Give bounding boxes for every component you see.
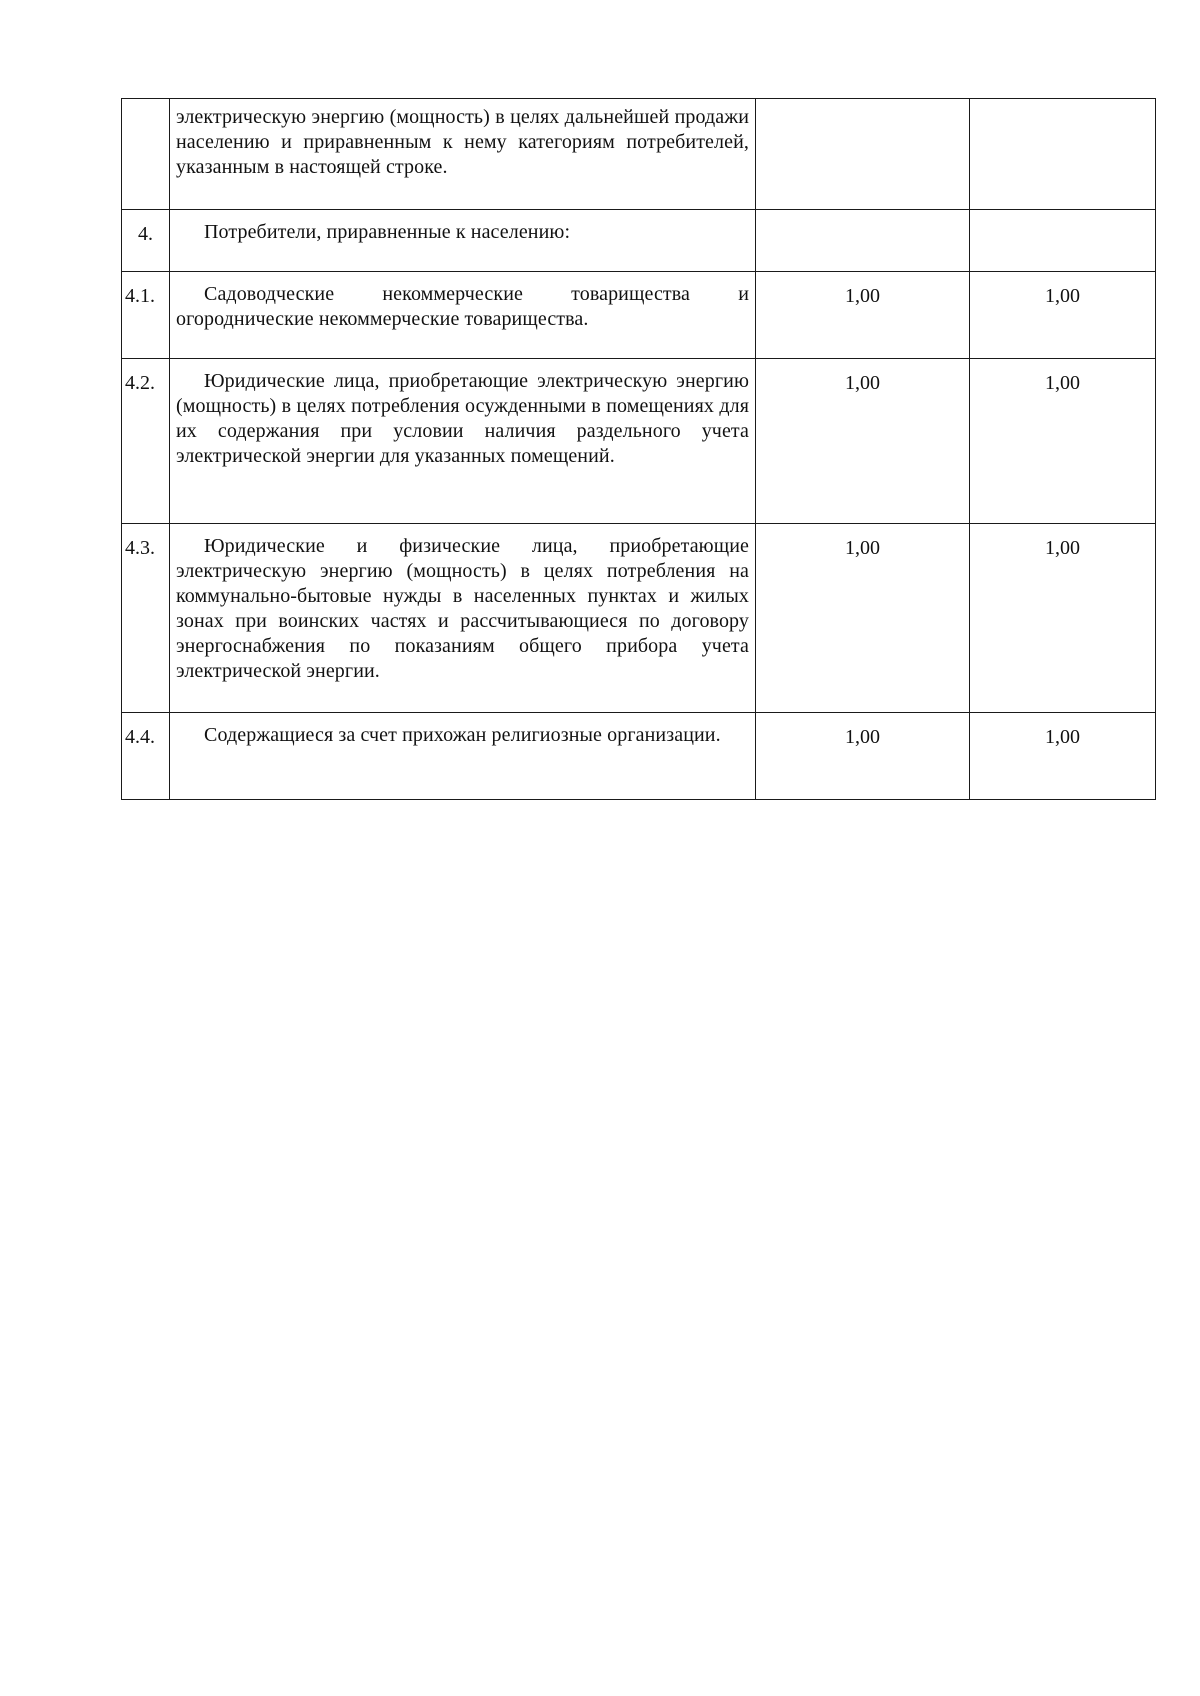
row-value-2-cell: 1,00 xyxy=(970,524,1156,713)
table-row-4 xyxy=(122,210,1156,272)
row-description-cell xyxy=(170,272,756,359)
row-description-text: Содержащиеся за счет прихожан религиозные организации. xyxy=(204,724,721,746)
row-value-2-cell: 1,00 xyxy=(970,359,1156,524)
row-description-cell xyxy=(170,210,756,272)
row-value-1-cell: 1,00 xyxy=(756,359,970,524)
row-value-2-cell xyxy=(970,210,1156,272)
row-description-text: Юридические лица, приобретающие электрическую энергию (мощность) в целях потребления осужденными в помещениях для их содержания при условии наличия раздельного учета электрической энергии для указанных помещений. xyxy=(176,370,749,467)
row-value-1-cell: 1,00 xyxy=(756,524,970,713)
row-number-cell: 4.2. xyxy=(122,359,170,524)
row-description-cell xyxy=(170,524,756,713)
table-row-4-3 xyxy=(122,524,1156,713)
row-description-text: Юридические и физические лица, приобретающие электрическую энергию (мощность) в целях потребления на коммунально-бытовые нужды в населенных пунктах и жилых зонах при воинских частях и рассчитывающиеся по договору энергоснабжения по показаниям общего прибора учета электрической энергии. xyxy=(176,535,749,682)
table-row-4-2 xyxy=(122,359,1156,524)
row-number-cell: 4.3. xyxy=(122,524,170,713)
row-description-cell xyxy=(170,359,756,524)
row-value-1-cell: 1,00 xyxy=(756,272,970,359)
row-value-2-cell xyxy=(970,99,1156,210)
table-row-4-1 xyxy=(122,272,1156,359)
row-value-2-cell: 1,00 xyxy=(970,272,1156,359)
row-number-cell: 4.4. xyxy=(122,713,170,800)
row-number-cell: 4.1. xyxy=(122,272,170,359)
row-number-cell xyxy=(122,99,170,210)
row-value-1-cell xyxy=(756,99,970,210)
row-value-2-cell: 1,00 xyxy=(970,713,1156,800)
row-description-text: Потребители, приравненные к населению: xyxy=(204,221,571,243)
row-description-text: Садоводческие некоммерческие товарищества и огороднические некоммерческие товарищества. xyxy=(176,283,749,330)
row-value-1-cell xyxy=(756,210,970,272)
row-description-cell: электрическую энергию (мощность) в целях дальнейшей продажи населению и приравненным к нему категориям потребителей, указанным в настоящей строке. xyxy=(170,99,756,210)
row-number-cell: 4. xyxy=(122,210,170,272)
row-description-cell xyxy=(170,713,756,800)
table-row-continuation xyxy=(122,99,1156,210)
tariff-table xyxy=(121,98,1156,800)
row-value-1-cell: 1,00 xyxy=(756,713,970,800)
table-row-4-4 xyxy=(122,713,1156,800)
